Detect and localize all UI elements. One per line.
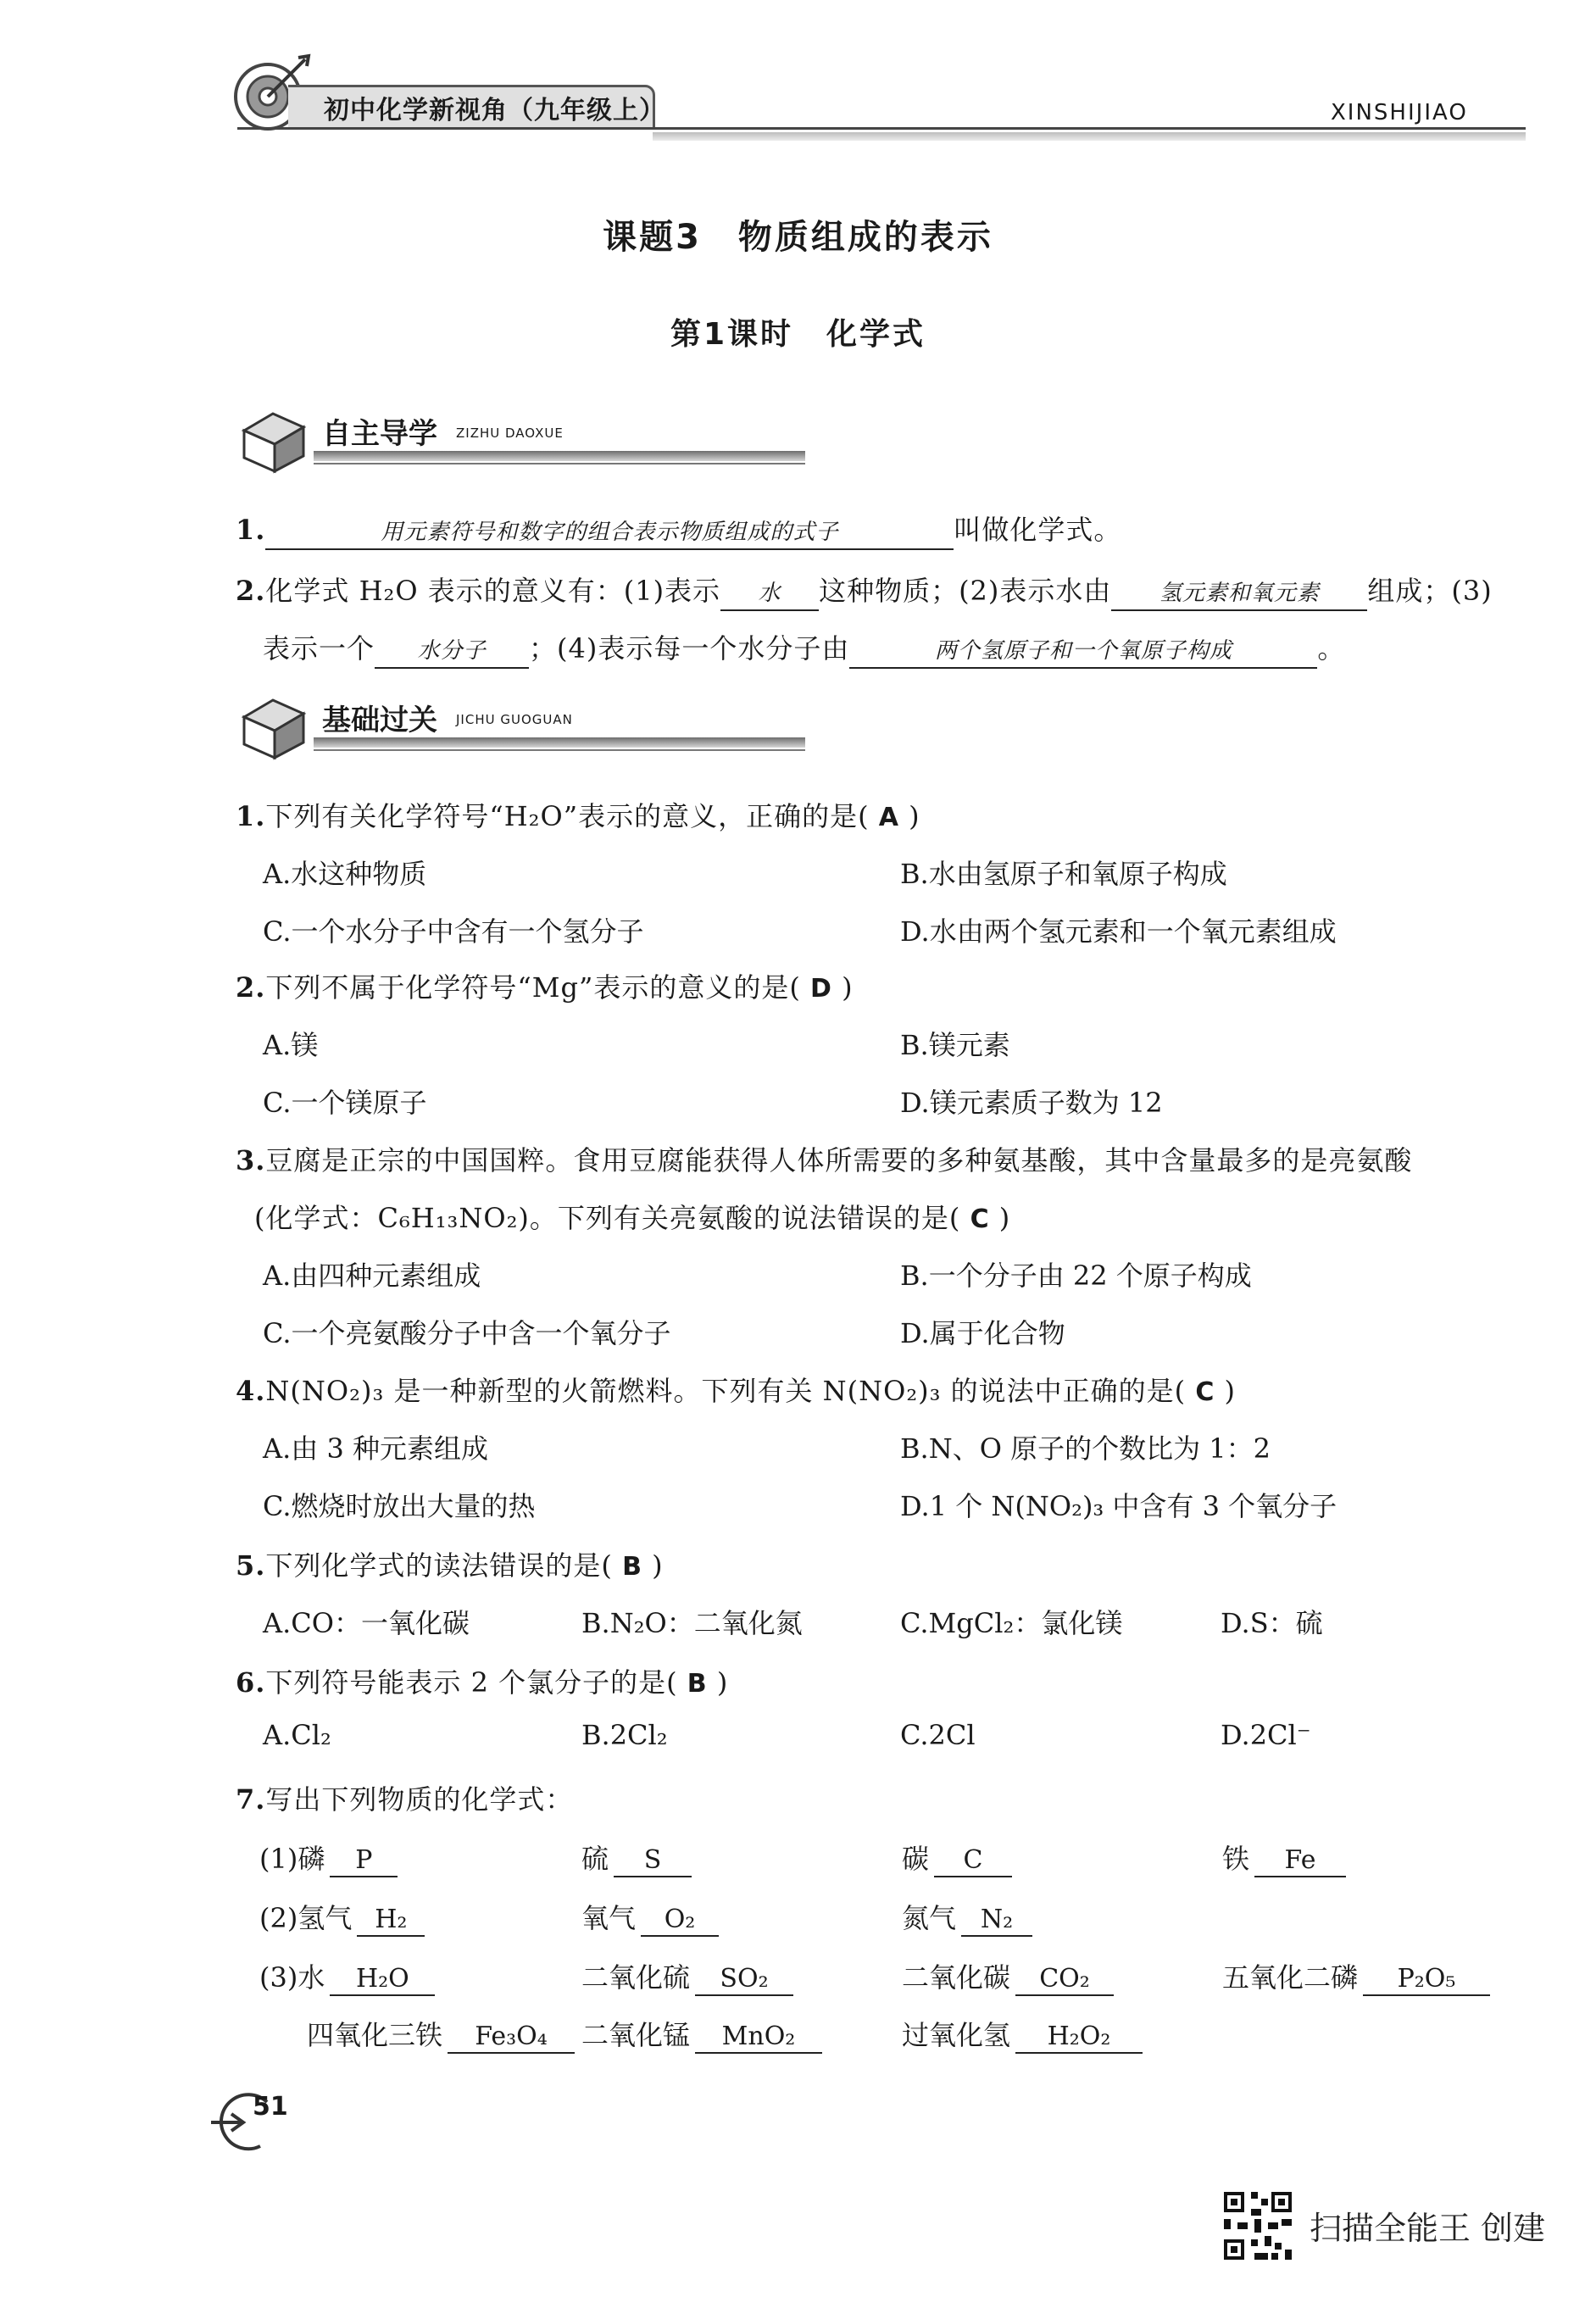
option: C.一个水分子中含有一个氢分子	[263, 915, 644, 948]
cube-icon	[237, 693, 309, 761]
header-rule	[237, 127, 1526, 130]
formula-item: (3)水 H₂O	[259, 1956, 435, 1996]
page-number: 51	[253, 2092, 288, 2122]
formula-item: 四氧化三铁 Fe₃O₄	[307, 2014, 575, 2054]
answer-blank: 氢元素和氧元素	[1111, 577, 1367, 611]
option: D.水由两个氢元素和一个氧元素组成	[900, 915, 1337, 948]
formula-answer: N₂	[961, 1905, 1032, 1937]
lesson-subtitle: 第1课时 化学式	[670, 317, 926, 352]
section-header-self-study	[229, 407, 839, 475]
option: C.燃烧时放出大量的热	[263, 1490, 536, 1522]
option: A.CO：一氧化碳	[263, 1607, 470, 1639]
formula-answer: SO₂	[695, 1964, 793, 1996]
section-title: 自主导学	[322, 417, 437, 451]
question-6: 6.下列符号能表示 2 个氯分子的是( B )	[236, 1666, 729, 1699]
header-rule-shade	[653, 132, 1526, 141]
self-study-q1: 1. 用元素符号和数字的组合表示物质组成的式子 叫做化学式。	[236, 509, 1121, 550]
answer-letter: C	[970, 1204, 990, 1234]
formula-answer: Fe₃O₄	[448, 2022, 575, 2054]
option: C.一个亮氨酸分子中含一个氧分子	[263, 1317, 671, 1349]
section-bar	[314, 451, 805, 461]
formula-answer: P	[330, 1845, 398, 1877]
section-line	[314, 463, 805, 464]
book-title: 初中化学新视角（九年级上）	[324, 96, 665, 125]
option: D.S：硫	[1221, 1607, 1323, 1639]
answer-letter: D	[810, 974, 832, 1004]
formula-answer: H₂	[357, 1905, 425, 1937]
question-3: 3.豆腐是正宗的中国国粹。食用豆腐能获得人体所需要的多种氨基酸，其中含量最多的是亮氨酸	[236, 1144, 1413, 1176]
formula-item: (2)氢气 H₂	[259, 1897, 425, 1937]
answer-blank: 用元素符号和数字的组合表示物质组成的式子	[265, 516, 954, 550]
formula-answer: S	[614, 1845, 692, 1877]
formula-item: 过氧化氢 H₂O₂	[902, 2014, 1143, 2054]
formula-item: 二氧化碳 CO₂	[902, 1956, 1114, 1996]
answer-blank: 两个氢原子和一个氧原子构成	[849, 635, 1317, 669]
option: A.镁	[263, 1029, 319, 1061]
option: C.一个镁原子	[263, 1087, 427, 1119]
formula-item: 二氧化硫 SO₂	[581, 1956, 793, 1996]
formula-item: 碳 C	[902, 1838, 1012, 1877]
formula-answer: Fe	[1254, 1845, 1346, 1877]
option: B.水由氢原子和氧原子构成	[900, 858, 1227, 890]
option: B.N、O 原子的个数比为 1：2	[900, 1432, 1271, 1465]
self-study-q2-cont: 表示一个 水分子 ；(4)表示每一个水分子由 两个氢原子和一个氧原子构成 。	[263, 627, 1345, 669]
answer-letter: B	[622, 1552, 642, 1582]
formula-answer: O₂	[641, 1905, 719, 1937]
formula-item: 五氧化二磷 P₂O₅	[1222, 1956, 1490, 1996]
answer-blank: 水分子	[375, 635, 529, 669]
option: D.属于化合物	[900, 1317, 1065, 1349]
option: B.N₂O：二氧化氮	[581, 1607, 803, 1639]
answer-letter: B	[687, 1669, 708, 1699]
self-study-q2: 2.化学式 H₂O 表示的意义有：(1)表示 水 这种物质；(2)表示水由 氢元素和氧元素 组成；(3)	[236, 570, 1493, 611]
question-3-cont: (化学式：C₆H₁₃NO₂)。下列有关亮氨酸的说法错误的是( C )	[254, 1202, 1011, 1234]
scanner-watermark: 扫描全能王 创建	[1310, 2210, 1546, 2247]
option: D.2Cl⁻	[1221, 1719, 1311, 1751]
header-brand: XINSHIJIAO	[1331, 100, 1468, 125]
qr-code-icon	[1221, 2189, 1295, 2263]
option: B.2Cl₂	[581, 1719, 668, 1751]
option: C.2Cl	[900, 1719, 976, 1751]
section-bar	[314, 737, 805, 748]
formula-answer: CO₂	[1015, 1964, 1114, 1996]
option: B.镁元素	[900, 1029, 1010, 1061]
option: A.由四种元素组成	[263, 1260, 481, 1292]
answer-blank: 水	[720, 577, 819, 611]
option: A.Cl₂	[263, 1719, 331, 1751]
option: D.1 个 N(NO₂)₃ 中含有 3 个氧分子	[900, 1490, 1337, 1522]
section-pinyin: ZIZHU DAOXUE	[456, 425, 564, 441]
question-2: 2.下列不属于化学符号“Mg”表示的意义的是( D )	[236, 971, 854, 1004]
question-4: 4.N(NO₂)₃ 是一种新型的火箭燃料。下列有关 N(NO₂)₃ 的说法中正确的是( C )	[236, 1375, 1236, 1407]
formula-item: 铁 Fe	[1222, 1838, 1346, 1877]
cube-icon	[237, 407, 309, 475]
option: A.水这种物质	[263, 858, 427, 890]
formula-answer: MnO₂	[695, 2022, 822, 2054]
option: C.MgCl₂：氯化镁	[900, 1607, 1123, 1639]
question-5: 5.下列化学式的读法错误的是( B )	[236, 1549, 664, 1582]
formula-item: 二氧化锰 MnO₂	[581, 2014, 822, 2054]
formula-item: 硫 S	[581, 1838, 692, 1877]
formula-answer: H₂O	[330, 1964, 435, 1996]
option: A.由 3 种元素组成	[263, 1432, 488, 1465]
formula-item: 氮气 N₂	[902, 1897, 1032, 1937]
formula-answer: C	[934, 1845, 1012, 1877]
answer-letter: C	[1195, 1377, 1215, 1407]
formula-answer: H₂O₂	[1015, 2022, 1143, 2054]
section-line	[314, 749, 805, 751]
section-header-basic	[229, 693, 839, 761]
answer-letter: A	[878, 803, 899, 832]
option: D.镁元素质子数为 12	[900, 1087, 1163, 1119]
option: B.一个分子由 22 个原子构成	[900, 1260, 1252, 1292]
section-pinyin: JICHU GUOGUAN	[456, 712, 573, 727]
formula-item: 氧气 O₂	[581, 1897, 719, 1937]
page-title: 课题3 物质组成的表示	[603, 218, 993, 257]
formula-answer: P₂O₅	[1363, 1964, 1490, 1996]
question-1: 1.下列有关化学符号“H₂O”表示的意义，正确的是( A )	[236, 800, 920, 832]
formula-item: (1)磷 P	[259, 1838, 398, 1877]
question-7: 7.写出下列物质的化学式：	[236, 1783, 574, 1816]
section-title: 基础过关	[322, 704, 437, 737]
